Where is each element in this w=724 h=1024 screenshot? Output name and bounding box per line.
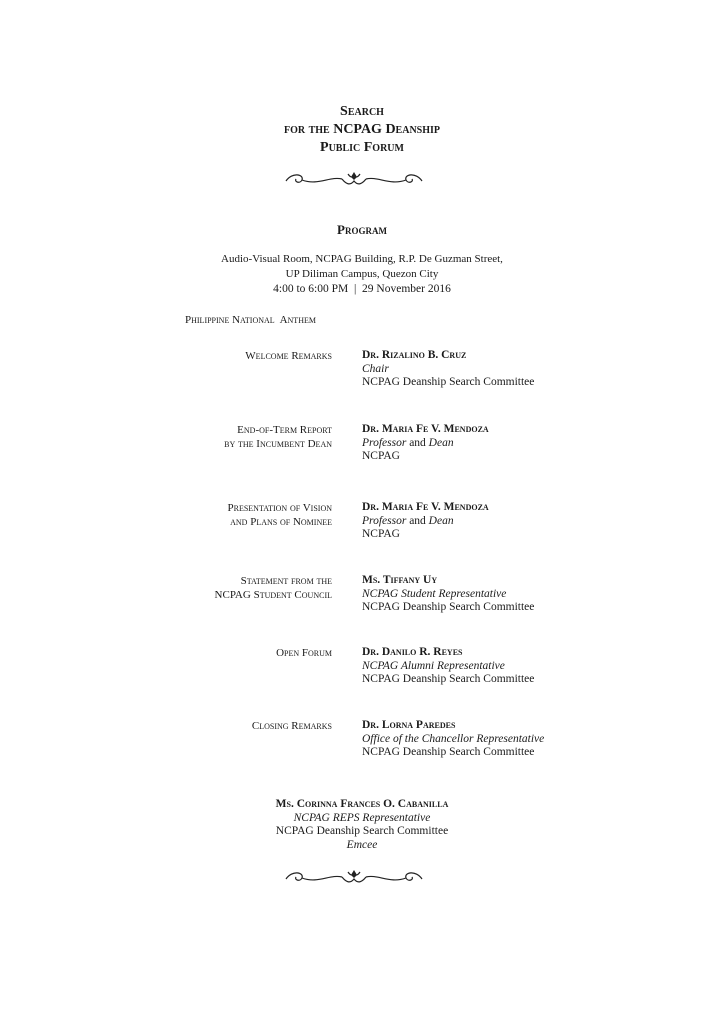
- speaker-name: Ms. Tiffany Uy: [362, 574, 438, 586]
- role-part: Professor: [362, 436, 407, 449]
- speaker-org: NCPAG: [362, 450, 400, 462]
- item-label: [228, 501, 333, 529]
- item-label-line: NCPAG Student Council: [214, 589, 332, 601]
- speaker-role: [362, 437, 489, 451]
- item-label-line: Open Forum: [276, 647, 332, 659]
- flourish-divider-icon: [282, 866, 426, 888]
- role-part: Dean: [428, 436, 454, 449]
- speaker-name: Dr. Danilo R. Reyes: [362, 646, 463, 658]
- item-speaker: [362, 501, 489, 542]
- item-label-line: Closing Remarks: [251, 720, 332, 732]
- title-line-2: for the NCPAG Deanship: [283, 122, 441, 137]
- venue-line-2: UP Diliman Campus, Quezon City: [285, 268, 439, 280]
- item-speaker: [362, 574, 534, 615]
- page-title: [0, 103, 724, 157]
- title-line-1: Search: [340, 104, 384, 119]
- speaker-name: Dr. Maria Fe V. Mendoza: [362, 501, 489, 513]
- speaker-name: Dr. Maria Fe V. Mendoza: [362, 423, 489, 435]
- emcee-role: NCPAG REPS Representative: [293, 811, 431, 824]
- item-speaker: [362, 349, 534, 390]
- item-label-line: End-of-Term Report: [237, 424, 332, 436]
- emcee-title: Emcee: [346, 838, 378, 851]
- program-heading: Program: [337, 222, 387, 237]
- anthem-item: Philippine National Anthem: [185, 314, 316, 326]
- speaker-name: Dr. Lorna Paredes: [362, 719, 456, 731]
- emcee-name: Ms. Corinna Frances O. Cabanilla: [275, 798, 449, 810]
- item-speaker: [362, 719, 544, 760]
- speaker-role: [362, 515, 489, 529]
- speaker-org: NCPAG: [362, 528, 400, 540]
- speaker-org: NCPAG Deanship Search Committee: [362, 601, 535, 613]
- speaker-role: NCPAG Alumni Representative: [362, 659, 505, 672]
- role-part: Dean: [428, 514, 454, 527]
- item-label-line: and Plans of Nominee: [230, 516, 332, 528]
- speaker-role: Office of the Chancellor Representative: [362, 732, 545, 745]
- item-label: [276, 646, 332, 660]
- speaker-name: Dr. Rizalino B. Cruz: [362, 349, 467, 361]
- speaker-org: NCPAG Deanship Search Committee: [362, 673, 535, 685]
- venue: [0, 252, 724, 282]
- item-label: [215, 574, 332, 602]
- flourish-divider-icon: [282, 168, 426, 190]
- item-speaker: [362, 646, 534, 687]
- item-label-line: Presentation of Vision: [227, 502, 332, 514]
- speaker-org: NCPAG Deanship Search Committee: [362, 746, 535, 758]
- role-part: Professor: [362, 514, 407, 527]
- event-datetime: 4:00 to 6:00 PM | 29 November 2016: [273, 283, 451, 295]
- emcee-block: [0, 798, 724, 852]
- item-label: [224, 423, 332, 451]
- item-label-line: by the Incumbent Dean: [224, 438, 332, 450]
- emcee-org: NCPAG Deanship Search Committee: [275, 825, 449, 837]
- speaker-role: Chair: [362, 362, 389, 375]
- speaker-role: NCPAG Student Representative: [362, 587, 507, 600]
- item-label: [245, 349, 332, 363]
- role-joiner: and: [406, 436, 429, 449]
- speaker-org: NCPAG Deanship Search Committee: [362, 376, 535, 388]
- item-label-line: Welcome Remarks: [245, 350, 332, 362]
- role-joiner: and: [406, 514, 429, 527]
- venue-line-1: Audio-Visual Room, NCPAG Building, R.P. De Guzman Street,: [221, 253, 503, 265]
- title-line-3: Public Forum: [320, 140, 404, 155]
- item-label-line: Statement from the: [240, 575, 332, 587]
- item-speaker: [362, 423, 489, 464]
- item-label: [252, 719, 332, 733]
